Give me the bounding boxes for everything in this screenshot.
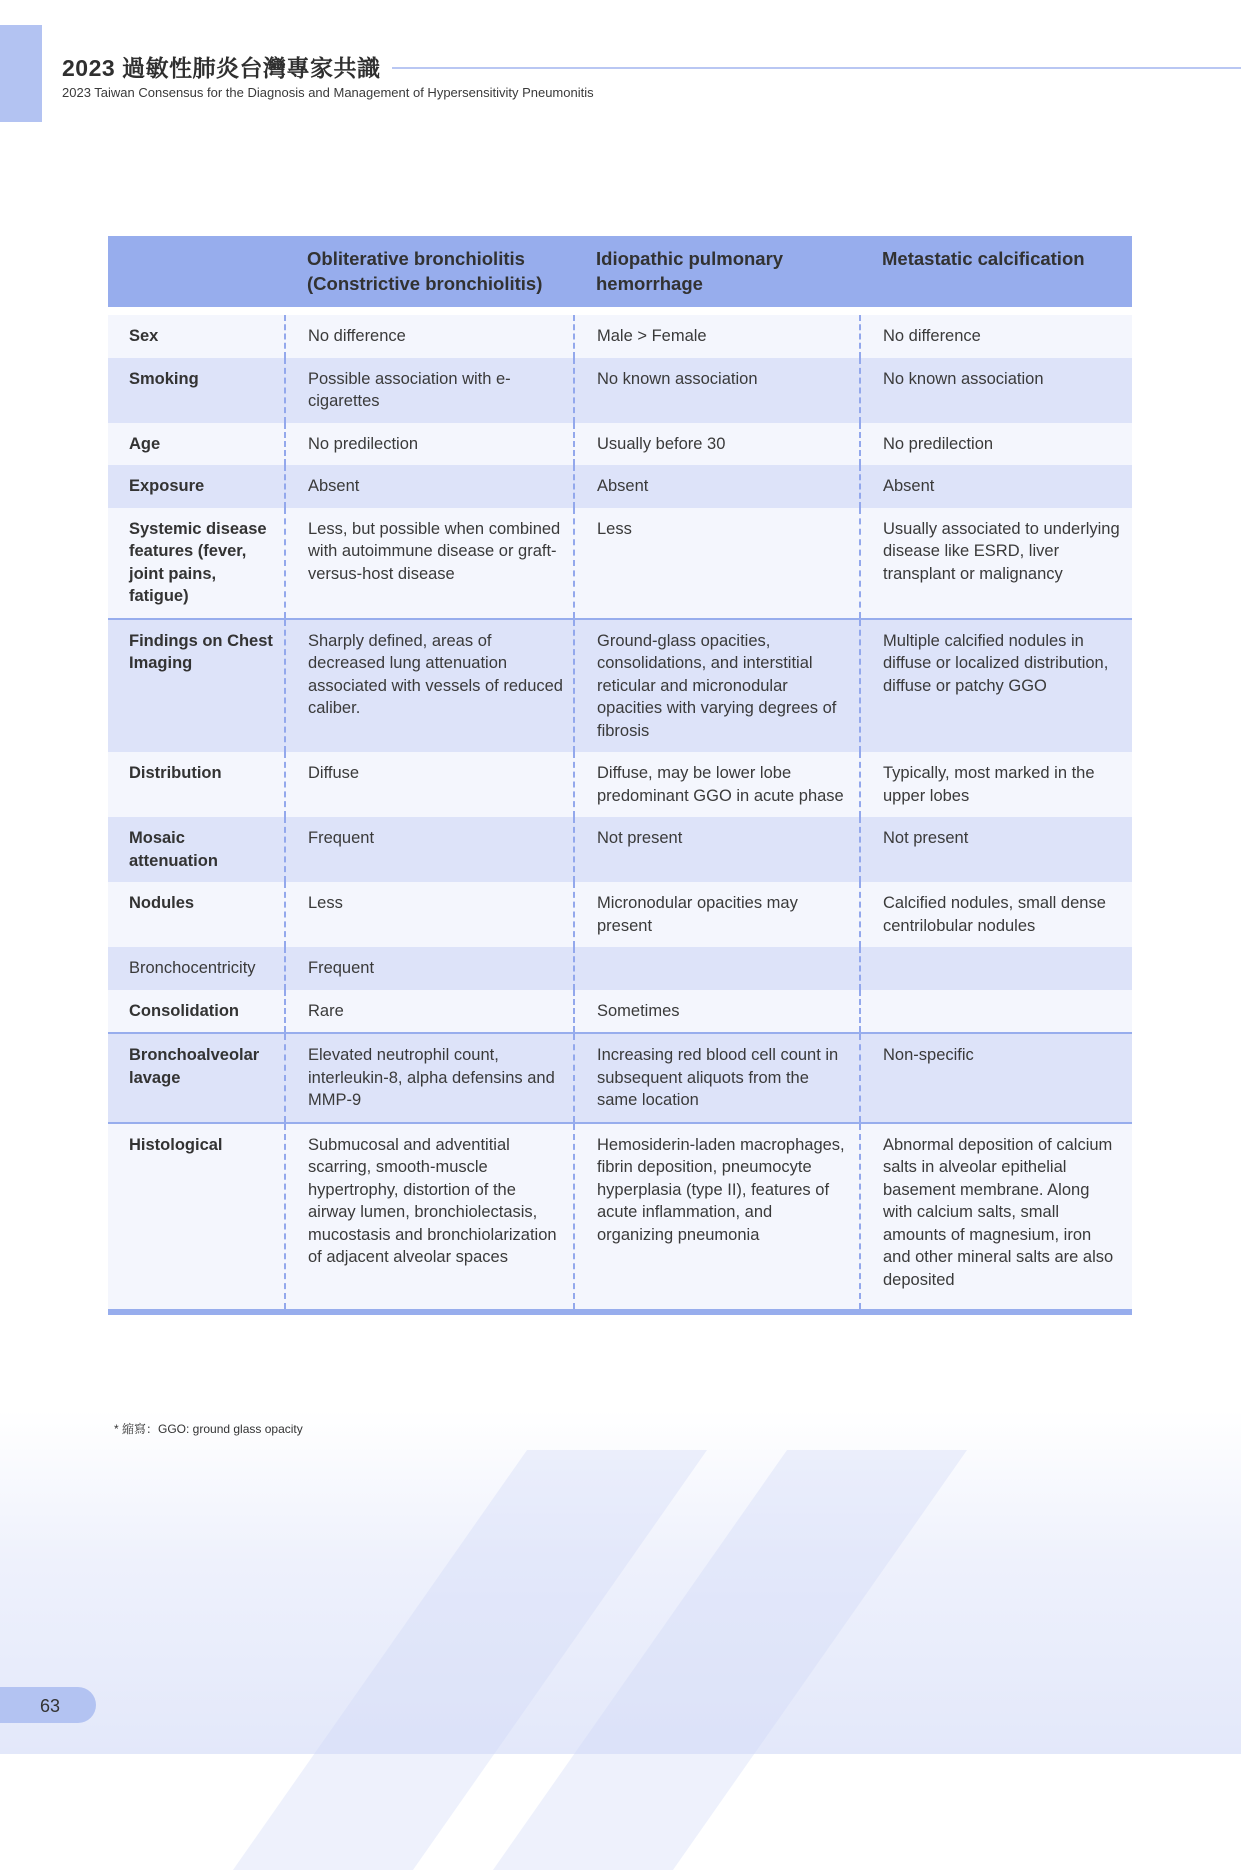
table-cell <box>860 947 1132 990</box>
table-cell: No known association <box>574 358 860 423</box>
table-cell: Hemosiderin-laden macrophages, fibrin deposition, pneumocyte hyperplasia (type II), features of acute inflammation, and organizing pneumonia <box>574 1123 860 1310</box>
table-cell: No difference <box>285 311 574 358</box>
row-label: Findings on Chest Imaging <box>108 619 285 753</box>
row-label: Histological <box>108 1123 285 1310</box>
row-label: Distribution <box>108 752 285 817</box>
table-bottom-rule <box>108 1309 1132 1315</box>
header-rule <box>392 67 1241 69</box>
table-cell: Absent <box>285 465 574 508</box>
table-cell: Abnormal deposition of calcium salts in alveolar epithelial basement membrane. Along with calcium salts, small amounts of magnesium, iron and other mineral salts are also deposited <box>860 1123 1132 1310</box>
table-cell: Possible association with e-cigarettes <box>285 358 574 423</box>
table-row <box>108 947 1132 990</box>
table-cell <box>574 947 860 990</box>
table-cell: Not present <box>574 817 860 882</box>
table-cell: Frequent <box>285 817 574 882</box>
row-label: Consolidation <box>108 990 285 1034</box>
row-label: Exposure <box>108 465 285 508</box>
table-row <box>108 817 1132 882</box>
table-row <box>108 311 1132 358</box>
table-cell: Micronodular opacities may present <box>574 882 860 947</box>
table-cell: Male > Female <box>574 311 860 358</box>
table-row <box>108 508 1132 619</box>
table-cell: Less, but possible when combined with autoimmune disease or graft-versus-host disease <box>285 508 574 619</box>
table-row <box>108 1033 1132 1123</box>
row-label: Mosaic attenuation <box>108 817 285 882</box>
table-row <box>108 882 1132 947</box>
table-cell: Usually associated to underlying disease like ESRD, liver transplant or malignancy <box>860 508 1132 619</box>
table-cell: Calcified nodules, small dense centrilobular nodules <box>860 882 1132 947</box>
table-row <box>108 358 1132 423</box>
table-cell: Increasing red blood cell count in subsequent aliquots from the same location <box>574 1033 860 1123</box>
table-cell: Sometimes <box>574 990 860 1034</box>
header-accent-block <box>0 25 42 122</box>
table-header-row <box>108 236 1132 311</box>
table-row <box>108 990 1132 1034</box>
table-cell: Not present <box>860 817 1132 882</box>
table-cell: Typically, most marked in the upper lobes <box>860 752 1132 817</box>
table-cell: Non-specific <box>860 1033 1132 1123</box>
table-cell: No predilection <box>285 423 574 466</box>
table-header-cell: Metastatic calcification <box>860 236 1132 311</box>
table-row <box>108 465 1132 508</box>
table-header-cell: Obliterative bronchiolitis (Constrictive bronchiolitis) <box>285 236 574 311</box>
table-cell: Ground-glass opacities, consolidations, and interstitial reticular and micronodular opacities with varying degrees of fibrosis <box>574 619 860 753</box>
table-cell: Elevated neutrophil count, interleukin-8, alpha defensins and MMP-9 <box>285 1033 574 1123</box>
table-cell: Usually before 30 <box>574 423 860 466</box>
row-label: Nodules <box>108 882 285 947</box>
table-cell: No predilection <box>860 423 1132 466</box>
page-number: 63 <box>40 1696 61 1716</box>
table-header-cell <box>108 236 285 311</box>
comparison-table <box>108 236 1132 1309</box>
table-row <box>108 423 1132 466</box>
table-cell: Sharply defined, areas of decreased lung attenuation associated with vessels of reduced caliber. <box>285 619 574 753</box>
row-label: Bronchoalveolar lavage <box>108 1033 285 1123</box>
page-subtitle: 2023 Taiwan Consensus for the Diagnosis and Management of Hypersensitivity Pneumonitis <box>62 85 594 100</box>
table-row <box>108 752 1132 817</box>
table-row <box>108 619 1132 753</box>
table-cell: Absent <box>860 465 1132 508</box>
table-cell: Diffuse, may be lower lobe predominant GGO in acute phase <box>574 752 860 817</box>
table-row <box>108 1123 1132 1310</box>
page-title: 2023 過敏性肺炎台灣專家共識 <box>62 55 381 81</box>
table-cell <box>860 990 1132 1034</box>
table-cell: Multiple calcified nodules in diffuse or localized distribution, diffuse or patchy GGO <box>860 619 1132 753</box>
table-cell: Less <box>574 508 860 619</box>
row-label: Sex <box>108 311 285 358</box>
table-cell: No known association <box>860 358 1132 423</box>
table-cell: Submucosal and adventitial scarring, smooth-muscle hypertrophy, distortion of the airway lumen, bronchiolectasis, mucostasis and bronchiolarization of adjacent alveolar spaces <box>285 1123 574 1310</box>
table-cell: Frequent <box>285 947 574 990</box>
table-cell: Absent <box>574 465 860 508</box>
comparison-table-container <box>108 236 1132 1315</box>
table-cell: Less <box>285 882 574 947</box>
footnote: * 縮寫：GGO: ground glass opacity <box>114 1422 303 1436</box>
table-cell: No difference <box>860 311 1132 358</box>
row-label: Age <box>108 423 285 466</box>
table-header-cell: Idiopathic pulmonary hemorrhage <box>574 236 860 311</box>
table-cell: Rare <box>285 990 574 1034</box>
row-label: Bronchocentricity <box>108 947 285 990</box>
row-label: Systemic disease features (fever, joint pains, fatigue) <box>108 508 285 619</box>
table-cell: Diffuse <box>285 752 574 817</box>
row-label: Smoking <box>108 358 285 423</box>
